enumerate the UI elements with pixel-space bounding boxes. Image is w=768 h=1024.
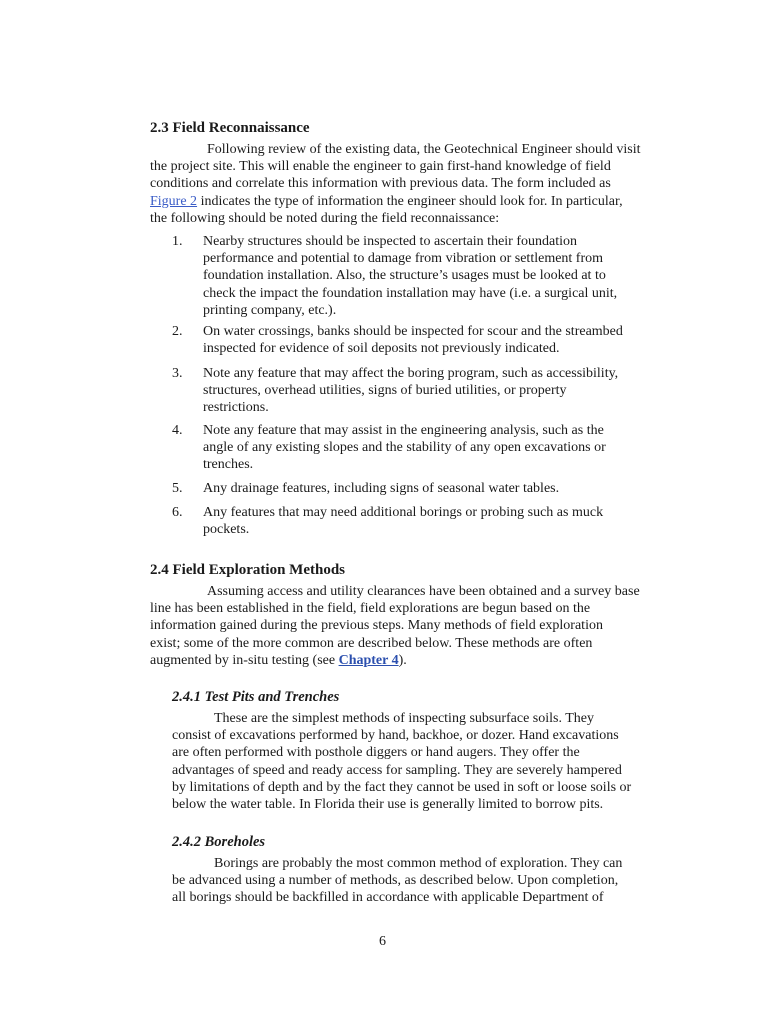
list-item [172, 504, 642, 538]
paragraph-line: be advanced using a number of methods, as described below. Upon completion, [172, 873, 619, 889]
list-item-line: Any features that may need additional borings or probing such as muck [203, 505, 604, 520]
list-item-text [203, 480, 559, 497]
list-item [172, 365, 642, 416]
section-2-3-paragraph [150, 141, 641, 227]
section-2-4-2-paragraph [172, 855, 622, 907]
section-2-4-2-heading: 2.4.2 Boreholes [172, 834, 266, 850]
paragraph-line: consist of excavations performed by hand, backhoe, or dozer. Hand excavations [172, 728, 619, 744]
list-item-text [203, 323, 623, 357]
list-item-line: inspected for evidence of soil deposits not previously indicated. [203, 341, 560, 357]
list-item-line: Note any feature that may affect the boring program, such as accessibility, [203, 366, 619, 381]
paragraph-line: Following review of the existing data, the Geotechnical Engineer should visit [207, 142, 641, 157]
paragraph-line-rest: indicates the type of information the engineer should look for. In particular, [197, 193, 623, 209]
list-item-number: 2. [172, 324, 183, 339]
paragraph-line [150, 652, 640, 669]
paragraph-line: Assuming access and utility clearances have been obtained and a survey base [207, 584, 640, 599]
section-2-4-heading: 2.4 Field Exploration Methods [150, 562, 346, 578]
section-2-3-heading: 2.3 Field Reconnaissance [150, 120, 310, 136]
list-item-line: foundation installation. Also, the structure’s usages must be looked at to [203, 268, 606, 284]
list-item-line: structures, overhead utilities, signs of buried utilities, or property [203, 383, 567, 399]
list-item-line: On water crossings, banks should be inspected for scour and the streambed [203, 324, 623, 339]
paragraph-line: These are the simplest methods of inspecting subsurface soils. They [214, 711, 594, 726]
list-item-number: 4. [172, 423, 183, 438]
section-2-4-paragraph [150, 583, 640, 669]
list-item [172, 323, 642, 357]
paragraph-line-post: ). [398, 652, 407, 668]
page-number: 6 [379, 934, 386, 949]
paragraph-line: all borings should be backfilled in accordance with applicable Department of [172, 890, 604, 906]
list-item-number: 5. [172, 481, 183, 496]
list-item-line: angle of any existing slopes and the stability of any open excavations or [203, 440, 606, 456]
paragraph-line: below the water table. In Florida their use is generally limited to borrow pits. [172, 797, 604, 813]
paragraph-line: are often performed with posthole diggers or hand augers. They offer the [172, 745, 580, 761]
chapter-4-link[interactable]: Chapter 4 [338, 652, 399, 668]
list-item-line: Note any feature that may assist in the engineering analysis, such as the [203, 423, 604, 438]
paragraph-line: line has been established in the field, field explorations are begun based on the [150, 601, 591, 617]
list-item-line: Any drainage features, including signs of seasonal water tables. [203, 481, 560, 496]
paragraph-line: by limitations of depth and by the fact they cannot be used in soft or loose soils or [172, 779, 632, 795]
paragraph-line: conditions and correlate this information with previous data. The form included as [150, 176, 611, 192]
figure-2-link[interactable]: Figure 2 [150, 193, 198, 209]
list-item-text [203, 365, 618, 417]
list-item [172, 480, 642, 497]
paragraph-line: the following should be noted during the field reconnaissance: [150, 210, 500, 226]
paragraph-line: advantages of speed and ready access for sampling. They are severely hampered [172, 762, 622, 778]
list-item-text [203, 504, 603, 538]
section-2-4-1-heading: 2.4.1 Test Pits and Trenches [172, 689, 340, 705]
paragraph-line: Borings are probably the most common method of exploration. They can [214, 856, 623, 871]
list-item-line: performance and potential to damage from vibration or settlement from [203, 251, 604, 267]
list-item [172, 422, 642, 473]
list-item-number: 1. [172, 234, 183, 249]
list-item-line: Nearby structures should be inspected to ascertain their foundation [203, 234, 577, 249]
paragraph-line: information gained during the previous steps. Many methods of field exploration [150, 618, 603, 634]
list-item-line: pockets. [203, 522, 250, 538]
list-item-text [203, 233, 617, 319]
paragraph-line [150, 193, 641, 210]
list-item-text [203, 422, 606, 474]
list-item-line: check the impact the foundation installation may have (i.e. a surgical unit, [203, 285, 618, 301]
paragraph-line: the project site. This will enable the engineer to gain first-hand knowledge of field [150, 159, 611, 175]
section-2-4-1-paragraph [172, 710, 631, 813]
list-item [172, 233, 642, 318]
paragraph-line: exist; some of the more common are described below. These methods are often [150, 635, 593, 651]
list-item-line: trenches. [203, 457, 254, 473]
list-item-number: 3. [172, 366, 183, 381]
paragraph-line-pre: augmented by in-situ testing (see [150, 652, 339, 668]
list-item-number: 6. [172, 505, 183, 520]
list-item-line: restrictions. [203, 400, 269, 416]
list-item-line: printing company, etc.). [203, 302, 337, 318]
